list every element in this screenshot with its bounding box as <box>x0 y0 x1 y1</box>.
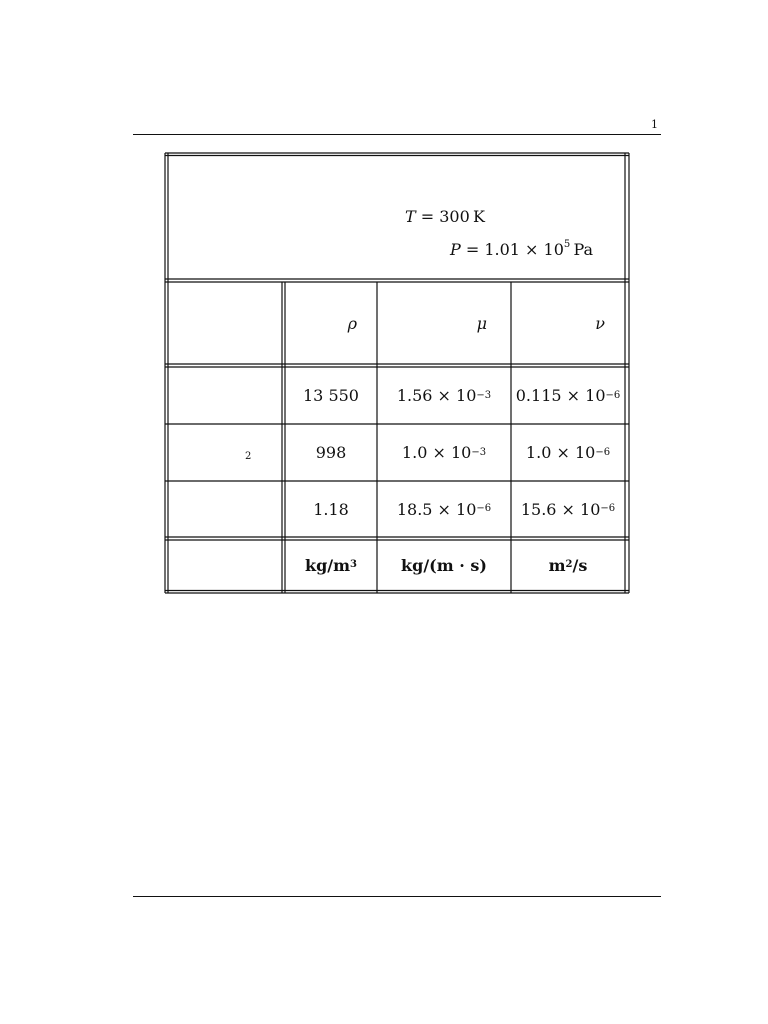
page-number: 1 <box>651 118 658 131</box>
pressure-eq: = <box>460 240 485 259</box>
table-cell: 18.5 × 10 −6 <box>396 499 492 519</box>
column-header-mu: μ <box>476 313 487 333</box>
temperature-value: 300 <box>439 207 470 226</box>
column-header-rho: ρ <box>347 313 357 333</box>
pressure-condition <box>450 240 593 259</box>
row-label-subscript: 2 <box>245 451 252 462</box>
unit-dynamic-viscosity: kg/(m · s) <box>401 555 487 575</box>
column-header-nu: ν <box>595 313 605 333</box>
table-cell: 998 <box>315 443 347 462</box>
footer-rule <box>133 896 661 897</box>
table-cell: 13 550 <box>303 386 359 405</box>
temperature-condition <box>405 207 485 226</box>
header-rule <box>133 134 661 135</box>
temperature-symbol: T <box>405 207 416 226</box>
pressure-mantissa: 1.01 × 10 <box>484 240 564 259</box>
unit-density: kg/m 3 <box>304 555 357 575</box>
pressure-unit: Pa <box>573 240 594 259</box>
temperature-eq: = <box>415 207 440 226</box>
table-cell: 0.115 × 10 −6 <box>515 386 621 405</box>
properties-table <box>165 153 629 593</box>
table-cell: 1.18 <box>313 499 349 519</box>
unit-kinematic-viscosity: m 2 /s <box>548 555 588 575</box>
table-cell: 1.56 × 10 −3 <box>396 386 492 405</box>
temperature-unit: K <box>473 207 485 226</box>
table-cell: 1.0 × 10 −3 <box>401 443 487 462</box>
pressure-symbol: P <box>450 240 461 259</box>
pressure-exponent: 5 <box>563 239 571 250</box>
table-cell: 15.6 × 10 −6 <box>520 499 616 519</box>
table-cell: 1.0 × 10 −6 <box>525 443 611 462</box>
